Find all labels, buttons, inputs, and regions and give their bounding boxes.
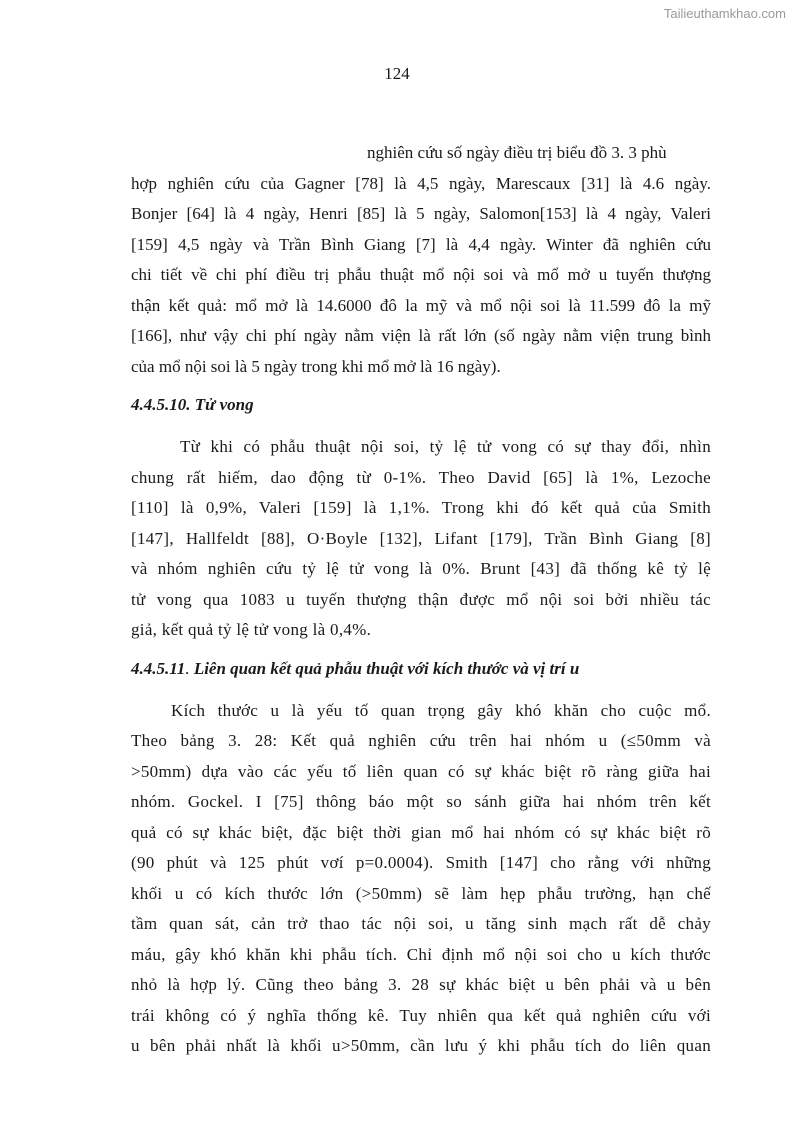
text-line: Bonjer [64] là 4 ngày, Henri [85] là 5 ngày, Salomon[153] là 4 ngày, Valeri — [131, 204, 711, 223]
text-line: nhóm. Gockel. I [75] thông báo một so sánh giữa hai nhóm trên kết — [131, 792, 711, 811]
text-line: tử vong qua 1083 u tuyến thượng thận được mổ nội soi bởi nhiều tác — [131, 589, 711, 609]
text-line: chung rất hiếm, dao động từ 0-1%. Theo David [65] là 1%, Lezoche — [131, 467, 711, 487]
text-line: hợp nghiên cứu của Gagner [78] là 4,5 ngày, Marescaux [31] là 4.6 ngày. — [131, 173, 711, 193]
page-number: 124 — [384, 64, 410, 83]
text-line: quả có sự khác biệt, đặc biệt thời gian mổ hai nhóm có sự khác biệt rõ — [131, 822, 711, 842]
text-line: [110] là 0,9%, Valeri [159] là 1,1%. Trong khi đó kết quả của Smith — [131, 498, 711, 517]
text-line: chi tiết về chi phí điều trị phẫu thuật mổ nội soi và mổ mở u tuyến thượng — [131, 265, 711, 284]
section-heading-mortality: 4.4.5.10. Tử vong — [131, 395, 254, 414]
text-line: Từ khi có phẫu thuật nội soi, tỷ lệ tử vong có sự thay đổi, nhìn — [180, 437, 711, 456]
text-line: nhỏ là hợp lý. Cũng theo bảng 3. 28 sự khác biệt u bên phải và u bên — [131, 975, 711, 994]
text-line: giả, kết quả tỷ lệ tử vong là 0,4%. — [131, 620, 372, 639]
text-line: [147], Hallfeldt [88], O·Boyle [132], Lifant [179], Trần Bình Giang [8] — [131, 528, 711, 548]
text-line: nghiên cứu số ngày điều trị biểu đồ 3. 3 phù — [367, 143, 667, 162]
text-line: máu, gây khó khăn khi phẫu tích. Chỉ định mổ nội soi cho u kích thước — [131, 944, 711, 964]
text-line: [159] 4,5 ngày và Trần Bình Giang [7] là 4,4 ngày. Winter đã nghiên cứu — [131, 234, 711, 254]
heading-number: 4.4.5.11 — [131, 658, 186, 678]
text-line: của mổ nội soi là 5 ngày trong khi mổ mở là 16 ngày). — [131, 356, 501, 376]
text-line: trái không có ý nghĩa thống kê. Tuy nhiên qua kết quả nghiên cứu với — [131, 1005, 711, 1025]
heading-separator: . — [185, 658, 194, 678]
document-body — [131, 138, 711, 1062]
paragraph-size-location — [131, 696, 711, 1062]
watermark: Tailieuthamkhao.com — [663, 6, 786, 21]
text-line: Kích thước u là yếu tố quan trọng gây khó khăn cho cuộc mổ. — [171, 700, 711, 720]
text-line: thận kết quả: mổ mở là 14.6000 đô la mỹ và mổ nội soi là 11.599 đô la mỹ — [131, 295, 711, 315]
text-line: u bên phải nhất là khối u>50mm, cần lưu ý khi phẫu tích do liên quan — [131, 1036, 711, 1055]
paragraph-mortality — [131, 432, 711, 646]
text-line: >50mm) dựa vào các yếu tố liên quan có sự khác biệt rõ ràng giữa hai — [131, 761, 711, 781]
section-heading-size-location — [131, 654, 711, 684]
text-line: (90 phút và 125 phút vơí p=0.0004). Smith [147] cho rằng với những — [131, 853, 711, 872]
text-line: Theo bảng 3. 28: Kết quả nghiên cứu trên hai nhóm u (≤50mm và — [131, 731, 711, 750]
text-line: khối u có kích thước lớn (>50mm) sẽ làm hẹp phẫu trường, hạn chế — [131, 883, 711, 903]
text-line: tầm quan sát, cản trở thao tác nội soi, u tăng sinh mạch rất dễ chảy — [131, 914, 711, 933]
paragraph-treatment-days — [131, 138, 711, 382]
heading-title: Liên quan kết quả phẫu thuật với kích thước và vị trí u — [193, 658, 580, 678]
text-line: [166], như vậy chi phí ngày nằm viện là rất lớn (số ngày nằm viện trung bình — [131, 326, 711, 345]
text-line: và nhóm nghiên cứu tỷ lệ tử vong là 0%. Brunt [43] đã thống kê tỷ lệ — [131, 559, 711, 578]
